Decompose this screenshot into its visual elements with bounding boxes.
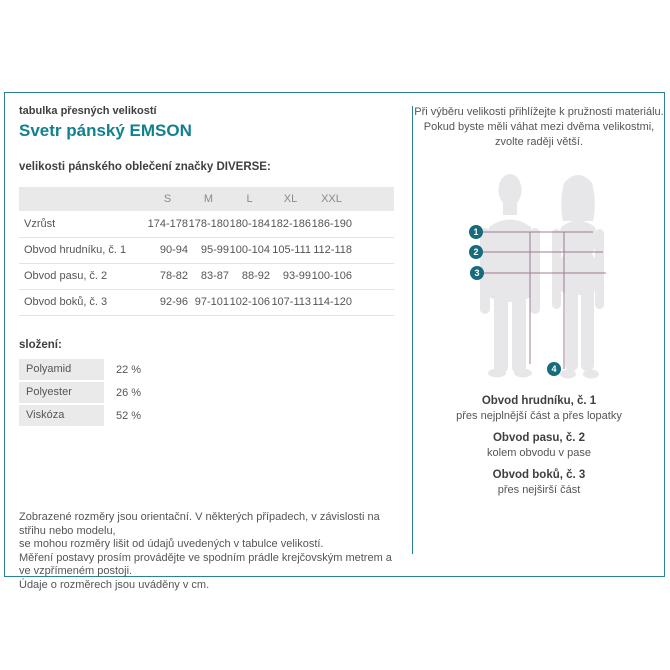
marker-3-hips: 3 [470,266,484,280]
size-col-s: S [147,187,188,211]
footnotes [19,511,404,592]
material-name: Viskóza [19,405,104,426]
footnote-line: Zobrazené rozměry jsou orientační. V některých případech, v závislosti na střihu nebo modelu, [19,511,380,537]
size-table-header-row [19,187,394,211]
cell: 78-82 [147,263,188,289]
cell: 97-101 [188,289,229,315]
material-name: Polyester [19,382,104,403]
marker-1-chest: 1 [469,225,483,239]
cell: 112-118 [311,237,352,263]
cell: 100-104 [229,237,270,263]
measure-desc: přes nejširší část [497,484,581,496]
table-row-hips [19,289,394,315]
sizes-subtitle: velikosti pánského oblečení značky DIVERSE: [19,161,271,173]
row-label: Obvod boků, č. 3 [19,289,147,315]
composition-list [19,359,219,428]
size-col-m: M [188,187,229,211]
size-chart-panel [4,92,665,591]
product-title: Svetr pánský EMSON [19,121,192,140]
table-row-chest [19,237,394,263]
cell: 88-92 [229,263,270,289]
cell: 83-87 [188,263,229,289]
female-silhouette [552,175,604,379]
advice-line: Při výběru velikosti přihlížejte k pružnosti materiálu. [414,106,664,118]
body-measurement-diagram [452,167,657,389]
table-eyebrow-label: tabulka přesných velikostí [19,105,157,117]
cell: 102-106 [229,289,270,315]
row-label: Obvod hrudníku, č. 1 [19,237,147,263]
cell: 92-96 [147,289,188,315]
cell: 90-94 [147,237,188,263]
material-percent: 52 % [116,409,142,422]
material-percent: 26 % [116,386,142,399]
composition-heading: složení: [19,339,62,351]
marker-2-waist: 2 [469,245,483,259]
cell: 107-113 [270,289,311,315]
marker-4-height: 4 [547,362,561,376]
size-col-l: L [229,187,270,211]
cell: 174-178 [147,211,188,237]
cell-spacer [352,289,394,315]
measure-title: Obvod hrudníku, č. 1 [481,395,597,407]
footnote-line: Údaje o rozměrech jsou uváděny v cm. [19,578,210,591]
cell: 114-120 [311,289,352,315]
cell: 180-184 [229,211,270,237]
size-advice-text [413,105,665,150]
size-col-xl: XL [270,187,311,211]
cell: 95-99 [188,237,229,263]
measure-desc: přes nejplnější část a přes lopatky [456,410,622,422]
male-silhouette [480,174,540,378]
measure-item-waist [413,431,665,461]
advice-line: zvolte raději větší. [494,136,584,148]
composition-item [19,359,219,380]
advice-line: Pokud byste měli váhat mezi dvěma velikostmi, [423,121,655,133]
composition-item [19,382,219,403]
table-row-height [19,211,394,237]
measure-item-hips [413,468,665,498]
size-table-header-spacer [352,187,394,211]
measure-item-chest [413,394,665,424]
footnote-line: Měření postavy prosím provádějte ve spodním prádle krejčovským metrem a ve vzpřímeném postoji. [19,551,392,577]
row-label: Vzrůst [19,211,147,237]
material-percent: 22 % [116,363,142,376]
measure-title: Obvod pasu, č. 2 [492,432,586,444]
size-table-header-empty [19,187,147,211]
measure-title: Obvod boků, č. 3 [492,469,586,481]
cell: 93-99 [270,263,311,289]
footnote-line: se mohou rozměry lišit od údajů uvedených v tabulce velikostí. [19,538,324,550]
cell: 100-106 [311,263,352,289]
composition-item [19,405,219,426]
cell: 182-186 [270,211,311,237]
material-name: Polyamid [19,359,104,380]
cell: 186-190 [311,211,352,237]
size-table [19,187,394,316]
cell-spacer [352,211,394,237]
size-col-xxl: XXL [311,187,352,211]
measure-desc: kolem obvodu v pase [487,447,591,459]
cell: 178-180 [188,211,229,237]
cell: 105-111 [270,237,311,263]
table-row-waist [19,263,394,289]
cell-spacer [352,237,394,263]
measure-legend [413,394,665,505]
row-label: Obvod pasu, č. 2 [19,263,147,289]
cell-spacer [352,263,394,289]
